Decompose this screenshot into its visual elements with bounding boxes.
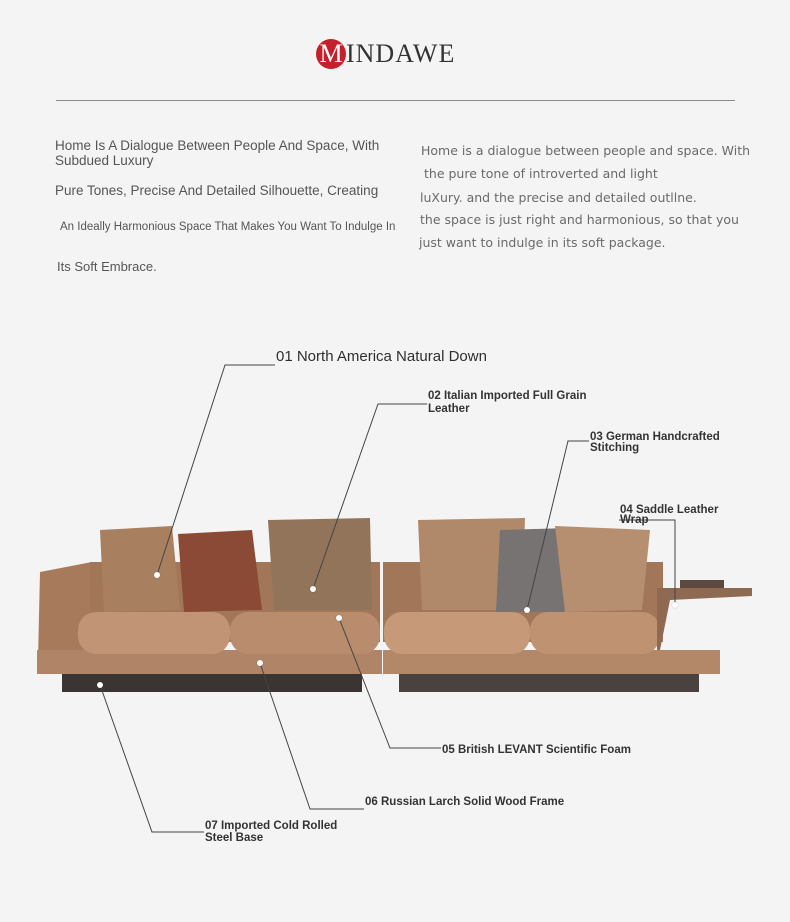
feature-label-06: 06 Russian Larch Solid Wood Frame: [365, 796, 565, 808]
leader-07: [100, 685, 204, 832]
feature-label-02: 02 Italian Imported Full Grain Leather: [428, 390, 587, 415]
intro-right-line-1: Home is a dialogue between people and space. With: [421, 143, 751, 158]
feature-label-04: 04 Saddle Leather Wrap: [620, 504, 719, 526]
book-stack: [680, 580, 724, 588]
pillow-3: [268, 518, 372, 610]
marker-dot-02: [310, 586, 316, 592]
marker-dot-04: [672, 602, 678, 608]
intro-left-line-2: Pure Tones, Precise And Detailed Silhouette, Creating: [55, 183, 379, 198]
feature-label-05: 05 British LEVANT Scientific Foam: [442, 744, 631, 756]
seat-cushion-3: [384, 612, 530, 654]
feature-label-07: 07 Imported Cold Rolled Steel Base: [205, 820, 338, 844]
feature-label-03: 03 German Handcrafted Stitching: [590, 431, 720, 454]
intro-right-line-2: the pure tone of introverted and light: [424, 166, 658, 181]
logo-initial: M: [319, 39, 343, 68]
marker-dot-05: [336, 615, 342, 621]
seat-cushion-1: [78, 612, 230, 654]
sofa-illustration: [0, 500, 790, 700]
pillow-6: [555, 526, 650, 612]
brand-logo: [0, 36, 790, 76]
seat-cushion-4: [530, 612, 660, 654]
intro-right-line-5: just want to indulge in its soft package.: [419, 235, 666, 250]
seat-cushion-2: [230, 612, 380, 654]
intro-right-line-3: luXury. and the precise and detailed outllne.: [420, 190, 697, 205]
intro-right-line-4: the space is just right and harmonious, so that you: [420, 212, 739, 227]
marker-dot-06: [257, 660, 263, 666]
wood-tray: [657, 588, 752, 650]
intro-left-line-3: An Ideally Harmonious Space That Makes You Want To Indulge In: [60, 221, 396, 233]
pillow-1: [100, 526, 180, 612]
marker-dot-01: [154, 572, 160, 578]
header-divider: [56, 100, 735, 101]
intro-left-line-4: Its Soft Embrace.: [57, 259, 157, 274]
marker-dot-07: [97, 682, 103, 688]
logo-wordmark: INDAWE: [346, 39, 456, 68]
pillow-rust: [178, 530, 262, 612]
intro-left-line-1: Home Is A Dialogue Between People And Space, With Subdued Luxury: [55, 138, 380, 168]
marker-dot-03: [524, 607, 530, 613]
feature-label-01: 01 North America Natural Down: [276, 348, 487, 365]
